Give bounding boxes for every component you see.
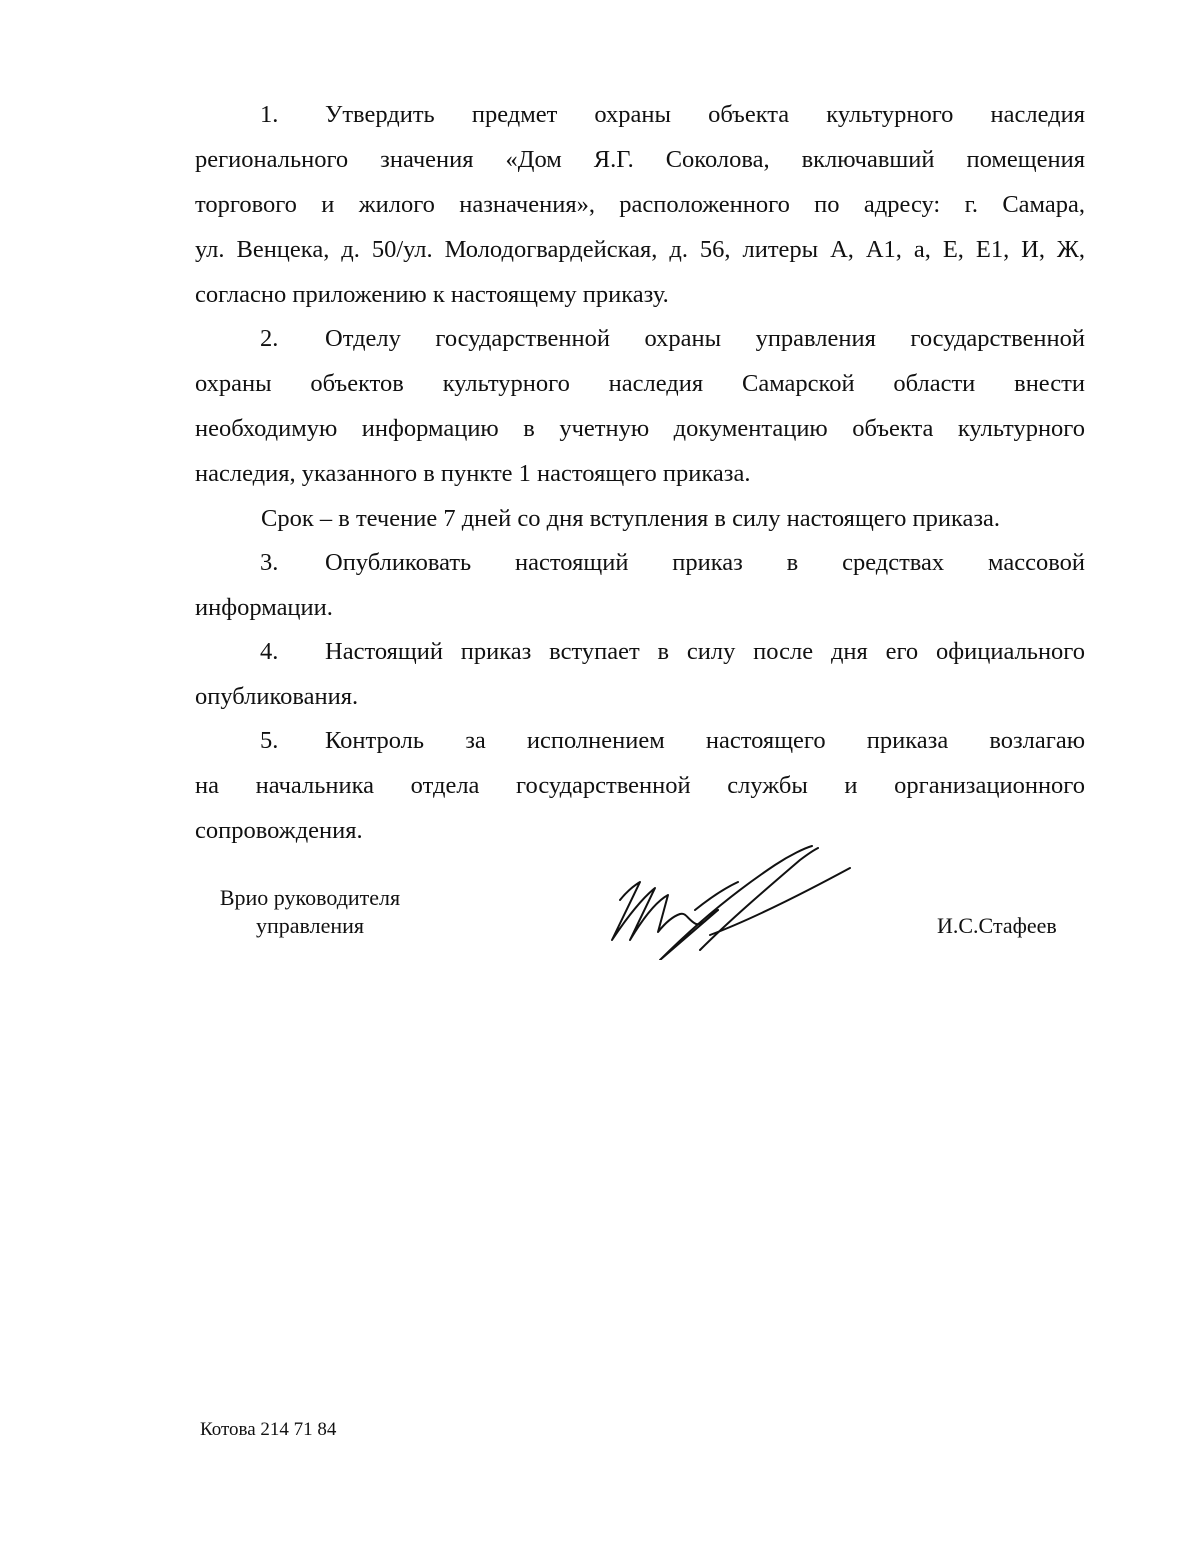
- item-5-line-2: на начальника отдела государственной службы и организационного: [195, 772, 1085, 799]
- item-3-number: 3.: [260, 549, 279, 576]
- signatory-name: И.С.Стафеев: [937, 913, 1057, 938]
- item-4-line-2: опубликования.: [195, 683, 359, 710]
- executor-contact: Котова 214 71 84: [200, 1419, 337, 1440]
- item-5-number: 5.: [260, 727, 279, 754]
- signatory-position-line-1: Врио руководителя: [219, 885, 401, 910]
- item-2-line-2: охраны объектов культурного наследия Самарской области внести: [195, 370, 1085, 397]
- item-3-line-2: информации.: [195, 594, 333, 621]
- handwritten-signature: [600, 840, 860, 960]
- item-2-line-3: необходимую информацию в учетную документацию объекта культурного: [195, 415, 1085, 442]
- item-3-first-line: Опубликовать настоящий приказ в средствах массовой: [325, 549, 1085, 576]
- item-4-first-line: Настоящий приказ вступает в силу после дня его официального: [325, 638, 1085, 665]
- item-1-line-5: согласно приложению к настоящему приказу.: [195, 281, 669, 308]
- item-2-first-line: Отделу государственной охраны управления государственной: [325, 325, 1085, 352]
- item-1-number: 1.: [260, 101, 279, 128]
- item-1-line-3: торгового и жилого назначения», расположенного по адресу: г. Самара,: [195, 191, 1085, 218]
- item-5-line-3: сопровождения.: [195, 817, 363, 844]
- item-5-first-line: Контроль за исполнением настоящего приказа возлагаю: [325, 727, 1085, 754]
- item-2-number: 2.: [260, 325, 279, 352]
- signatory-position-line-2: управления: [255, 913, 365, 938]
- signatory-position: [210, 884, 410, 940]
- item-2-line-4: наследия, указанного в пункте 1 настоящего приказа.: [195, 460, 751, 487]
- item-4-number: 4.: [260, 638, 279, 665]
- deadline-line: Срок – в течение 7 дней со дня вступления в силу настоящего приказа.: [261, 505, 1001, 532]
- item-1-line-2: регионального значения «Дом Я.Г. Соколова, включавший помещения: [195, 146, 1085, 173]
- item-1-line-4: ул. Венцека, д. 50/ул. Молодогвардейская, д. 56, литеры А, А1, а, Е, Е1, И, Ж,: [195, 236, 1085, 263]
- item-1-first-line: Утвердить предмет охраны объекта культурного наследия: [325, 101, 1085, 128]
